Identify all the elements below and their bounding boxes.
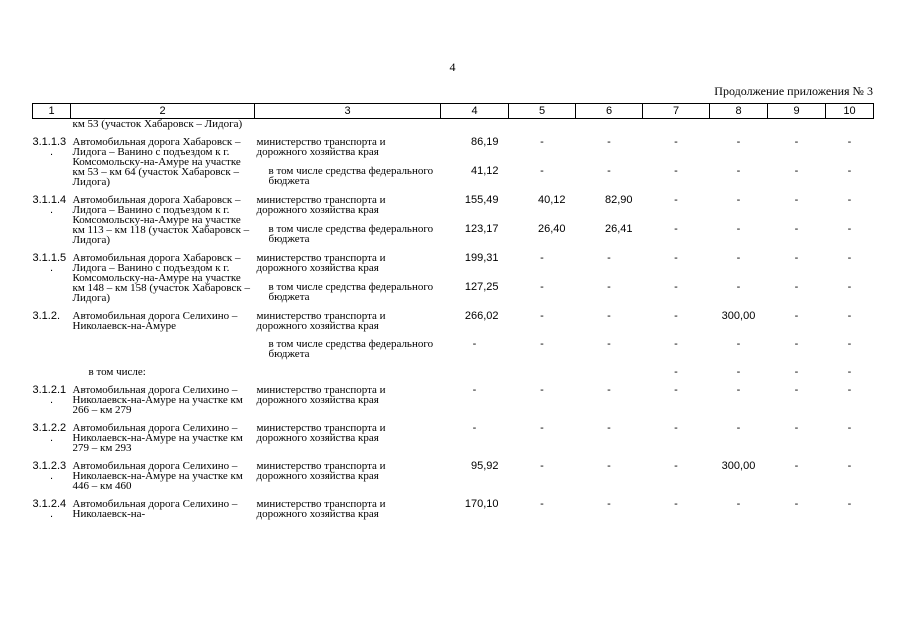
row-value: - [607, 384, 611, 396]
budget-table [32, 103, 874, 519]
row-value: - [794, 422, 799, 434]
row-value: - [736, 281, 741, 294]
row-value: - [847, 223, 852, 236]
row-code [33, 195, 71, 245]
row-value: - [736, 338, 741, 350]
row-code-number: 3.1.2.4 [32, 498, 67, 510]
col-header: 8 [710, 104, 768, 119]
row-value: - [736, 165, 741, 178]
row-value: 95,92 [470, 460, 499, 472]
col-header: 3 [255, 104, 441, 119]
col-header: 5 [509, 104, 576, 119]
row-code-number: 3.1.2.1 [32, 384, 67, 396]
row-value: - [736, 194, 741, 206]
row-value: - [794, 310, 799, 322]
row-organization: министерство транспорта и дорожного хозяйства края [256, 194, 386, 216]
row-value: - [540, 422, 544, 434]
row-value: - [674, 252, 678, 264]
row-value: 155,49 [464, 194, 499, 206]
row-value: 199,31 [464, 252, 499, 264]
row-value: - [607, 252, 611, 264]
row-code-dot: . [49, 146, 54, 158]
row-value: - [736, 422, 741, 434]
row-value: - [607, 310, 611, 322]
row-value: - [472, 422, 477, 434]
row-code [33, 499, 71, 519]
row-value: - [674, 422, 678, 434]
row-value: - [736, 252, 741, 264]
row-value: 170,10 [464, 498, 499, 510]
row-value: - [794, 136, 799, 148]
carry-over-text: км 53 (участок Хабаровск – Лидога) [72, 118, 243, 130]
row-value: - [674, 498, 678, 510]
col-header: 6 [576, 104, 643, 119]
row-code-dot: . [49, 432, 54, 444]
row-value: - [540, 310, 544, 322]
row-value: - [607, 460, 611, 472]
row-value: - [674, 165, 678, 178]
row-object-name: Автомобильная дорога Селихино – Николаевск-на-Амуре на участке км 446 – км 460 [72, 460, 243, 492]
row-value: - [540, 384, 544, 396]
row-value: - [847, 252, 852, 264]
row-organization: министерство транспорта и дорожного хозяйства края [256, 310, 386, 332]
row-value: - [540, 252, 544, 264]
row-value: - [847, 136, 852, 148]
row-object-name: в том числе: [88, 366, 146, 378]
row-organization: в том числе средства федерального бюджета [268, 165, 434, 188]
row-object-name: Автомобильная дорога Хабаровск – Лидога – Ванино с подъездом к г. Комсомольску-на-Амуре на участке км 148 – км 158 (участок Хабаровск – Лидога) [72, 252, 250, 304]
row-value: - [607, 338, 611, 350]
row-value: - [607, 136, 611, 148]
row-value: - [794, 252, 799, 264]
row-value: - [847, 384, 852, 396]
table-row [33, 367, 874, 377]
row-value: - [540, 136, 544, 148]
row-value: - [607, 422, 611, 434]
row-value: - [674, 194, 678, 206]
col-header: 4 [441, 104, 509, 119]
table-row [33, 385, 874, 415]
row-code-number: 3.1.2.2 [32, 422, 67, 434]
row-organization: министерство транспорта и дорожного хозяйства края [256, 252, 386, 274]
row-code-number: 3.1.2.3 [32, 460, 67, 472]
row-value: - [674, 338, 678, 350]
row-value: - [607, 281, 611, 294]
row-value [509, 367, 576, 377]
row-value: - [794, 165, 799, 178]
row-value: 300,00 [721, 460, 756, 472]
row-code-dot: . [49, 262, 54, 274]
col-header: 9 [768, 104, 826, 119]
table-row [33, 253, 874, 282]
row-value: 86,19 [470, 136, 499, 148]
row-value: - [736, 223, 741, 236]
row-code [33, 311, 71, 359]
row-value: - [794, 281, 799, 294]
row-value: - [847, 422, 852, 434]
row-value: - [794, 338, 799, 350]
row-value: - [847, 460, 852, 472]
row-value: 26,41 [604, 223, 633, 236]
page-number: 4 [449, 60, 456, 74]
row-code [33, 423, 71, 453]
col-header: 2 [71, 104, 255, 119]
row-code [33, 253, 71, 303]
row-value: 82,90 [604, 194, 633, 206]
table-row [33, 423, 874, 453]
row-value: - [607, 498, 611, 510]
row-value: 300,00 [721, 310, 756, 322]
row-value: - [472, 384, 477, 396]
table-row [33, 499, 874, 519]
row-value: 123,17 [464, 223, 499, 236]
row-value: - [847, 366, 852, 378]
row-code-dot: . [49, 394, 54, 406]
row-object-name: Автомобильная дорога Селихино – Николаевск-на-Амуре на участке км 279 – км 293 [72, 422, 243, 454]
row-object-name: Автомобильная дорога Селихино – Николаевск-на-Амуре [72, 310, 238, 332]
row-organization: в том числе средства федерального бюджета [268, 338, 434, 360]
row-value: - [540, 165, 544, 178]
row-value: - [736, 498, 741, 510]
row-value: 266,02 [464, 310, 499, 322]
row-value: - [540, 338, 544, 350]
row-code [33, 367, 71, 377]
row-organization: министерство транспорта и дорожного хозяйства края [256, 384, 386, 406]
row-code-number: 3.1.1.5 [32, 252, 67, 264]
row-code-dot: . [49, 204, 54, 216]
row-code [33, 385, 71, 415]
row-value: - [674, 136, 678, 148]
row-value: - [736, 366, 741, 378]
appendix-continuation: Продолжение приложения № 3 [714, 84, 873, 98]
col-header: 1 [33, 104, 71, 119]
row-value: - [847, 310, 852, 322]
row-code [33, 137, 71, 187]
table-row [33, 461, 874, 491]
table-row [33, 311, 874, 339]
row-organization: министерство транспорта и дорожного хозяйства края [256, 498, 386, 520]
row-value: - [847, 281, 852, 294]
row-organization [255, 367, 441, 377]
row-object-name: Автомобильная дорога Селихино – Николаевск-на- [72, 498, 238, 520]
row-object-name: Автомобильная дорога Хабаровск – Лидога – Ванино с подъездом к г. Комсомольску-на-Амуре на участке км 113 – км 118 (участок Хабаровск – Лидога) [72, 194, 250, 246]
row-value: - [794, 194, 799, 206]
row-organization: в том числе средства федерального бюджета [268, 281, 434, 304]
row-value: - [607, 165, 611, 178]
row-value [441, 367, 509, 377]
row-value: - [674, 460, 678, 472]
row-spacer [33, 359, 874, 367]
row-value: - [847, 498, 852, 510]
row-value [576, 367, 643, 377]
row-code-number: 3.1.1.4 [32, 194, 67, 206]
row-value: - [674, 310, 678, 322]
row-value: - [847, 338, 852, 350]
table-row [33, 137, 874, 166]
table-row [33, 195, 874, 224]
row-organization: министерство транспорта и дорожного хозяйства края [256, 136, 386, 158]
row-value: 127,25 [464, 281, 499, 294]
header-row [33, 104, 874, 119]
carry-over-row [33, 119, 874, 130]
row-code-dot: . [49, 470, 54, 482]
row-value: - [794, 223, 799, 236]
row-value: - [794, 460, 799, 472]
row-organization: в том числе средства федерального бюджета [268, 223, 434, 246]
row-value: - [540, 460, 544, 472]
row-value: - [736, 384, 741, 396]
row-value: - [794, 384, 799, 396]
col-header: 7 [643, 104, 710, 119]
row-value: - [540, 281, 544, 294]
row-value: - [847, 194, 852, 206]
row-value: 40,12 [537, 194, 566, 206]
row-value: - [674, 223, 678, 236]
row-value: - [674, 366, 678, 378]
row-value: - [540, 498, 544, 510]
row-code-number: 3.1.1.3 [32, 136, 67, 148]
row-code [33, 461, 71, 491]
col-header: 10 [826, 104, 874, 119]
row-value: - [674, 281, 678, 294]
row-code-number: 3.1.2. [32, 310, 61, 322]
row-value: 26,40 [537, 223, 566, 236]
row-value: - [674, 384, 678, 396]
row-value: - [794, 498, 799, 510]
row-value: - [736, 136, 741, 148]
row-value: - [794, 366, 799, 378]
row-value: 41,12 [470, 165, 499, 178]
row-value: - [472, 338, 477, 350]
row-object-name: Автомобильная дорога Селихино – Николаевск-на-Амуре на участке км 266 – км 279 [72, 384, 243, 416]
row-object-name: Автомобильная дорога Хабаровск – Лидога – Ванино с подъездом к г. Комсомольску-на-Амуре на участке км 53 – км 64 (участок Хабаровск – Лидога) [72, 136, 241, 188]
row-organization: министерство транспорта и дорожного хозяйства края [256, 460, 386, 482]
row-code-dot: . [49, 508, 54, 520]
row-organization: министерство транспорта и дорожного хозяйства края [256, 422, 386, 444]
row-value: - [847, 165, 852, 178]
